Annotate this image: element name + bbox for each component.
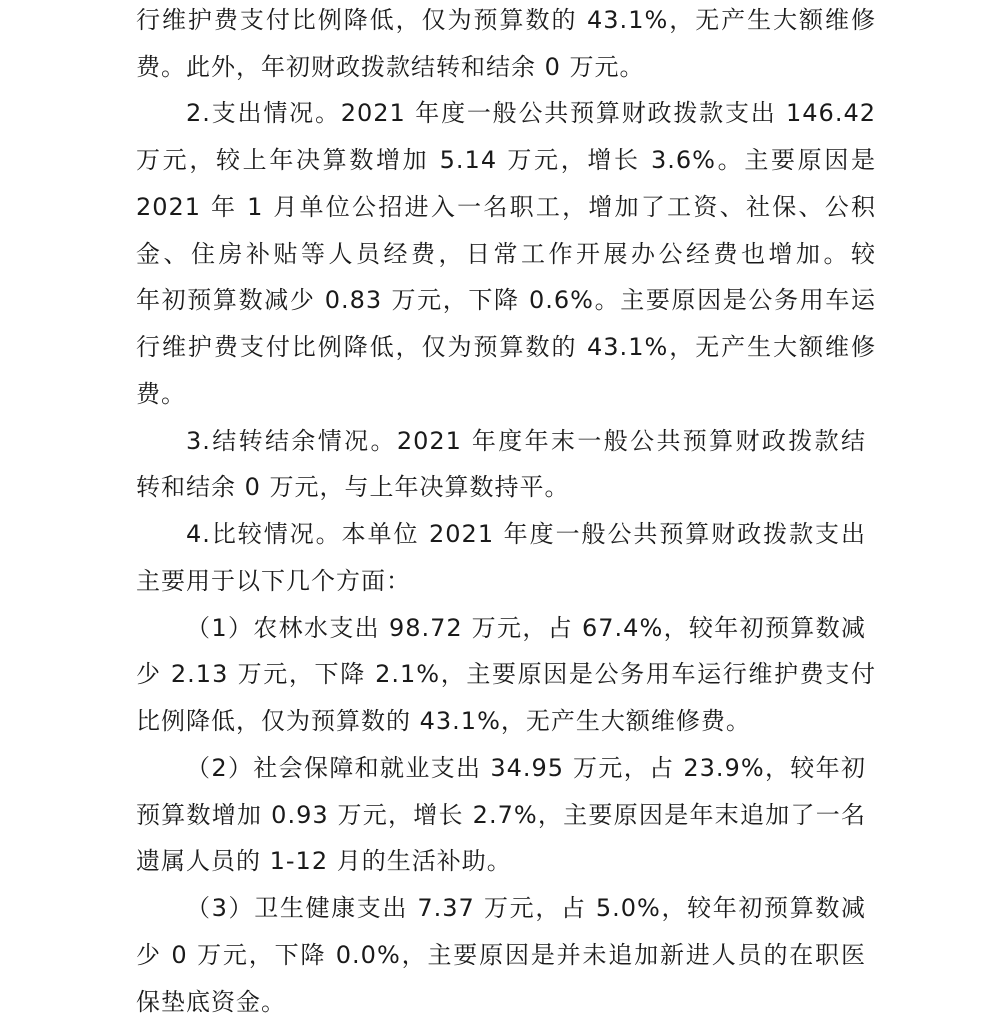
text-line: 2021 年 1 月单位公招进入一名职工，增加了工资、社保、公积 [136,193,876,221]
text-line: 少 0 万元，下降 0.0%，主要原因是并未追加新进人员的在职医 [136,941,866,969]
text-line: 遗属人员的 1-12 月的生活补助。 [136,847,512,875]
text-line: 4.比较情况。本单位 2021 年度一般公共预算财政拨款支出 [186,520,866,548]
text-line: 金、住房补贴等人员经费，日常工作开展办公经费也增加。较 [136,240,876,268]
text-line: 年初预算数减少 0.83 万元，下降 0.6%。主要原因是公务用车运 [136,286,876,314]
text-line: 转和结余 0 万元，与上年决算数持平。 [136,473,570,501]
text-line: 费。 [136,380,186,408]
text-line: 行维护费支付比例降低，仅为预算数的 43.1%，无产生大额维修 [136,333,876,361]
text-line: 行维护费支付比例降低，仅为预算数的 43.1%，无产生大额维修 [136,6,876,34]
text-line: （2）社会保障和就业支出 34.95 万元，占 23.9%，较年初 [186,754,866,782]
text-line: （1）农林水支出 98.72 万元，占 67.4%，较年初预算数减 [186,614,866,642]
text-line: （3）卫生健康支出 7.37 万元，占 5.0%，较年初预算数减 [186,894,866,922]
text-line: 预算数增加 0.93 万元，增长 2.7%，主要原因是年末追加了一名 [136,801,866,829]
text-line: 费。此外，年初财政拨款结转和结余 0 万元。 [136,53,645,81]
text-line: 3.结转结余情况。2021 年度年末一般公共预算财政拨款结 [186,427,866,455]
text-line: 比例降低，仅为预算数的 43.1%，无产生大额维修费。 [136,707,751,735]
text-line: 少 2.13 万元，下降 2.1%，主要原因是公务用车运行维护费支付 [136,660,876,688]
text-line: 主要用于以下几个方面： [136,567,411,595]
text-line: 万元，较上年决算数增加 5.14 万元，增长 3.6%。主要原因是 [136,146,876,174]
text-line: 2.支出情况。2021 年度一般公共预算财政拨款支出 146.42 [186,99,876,127]
text-line: 保垫底资金。 [136,988,286,1016]
